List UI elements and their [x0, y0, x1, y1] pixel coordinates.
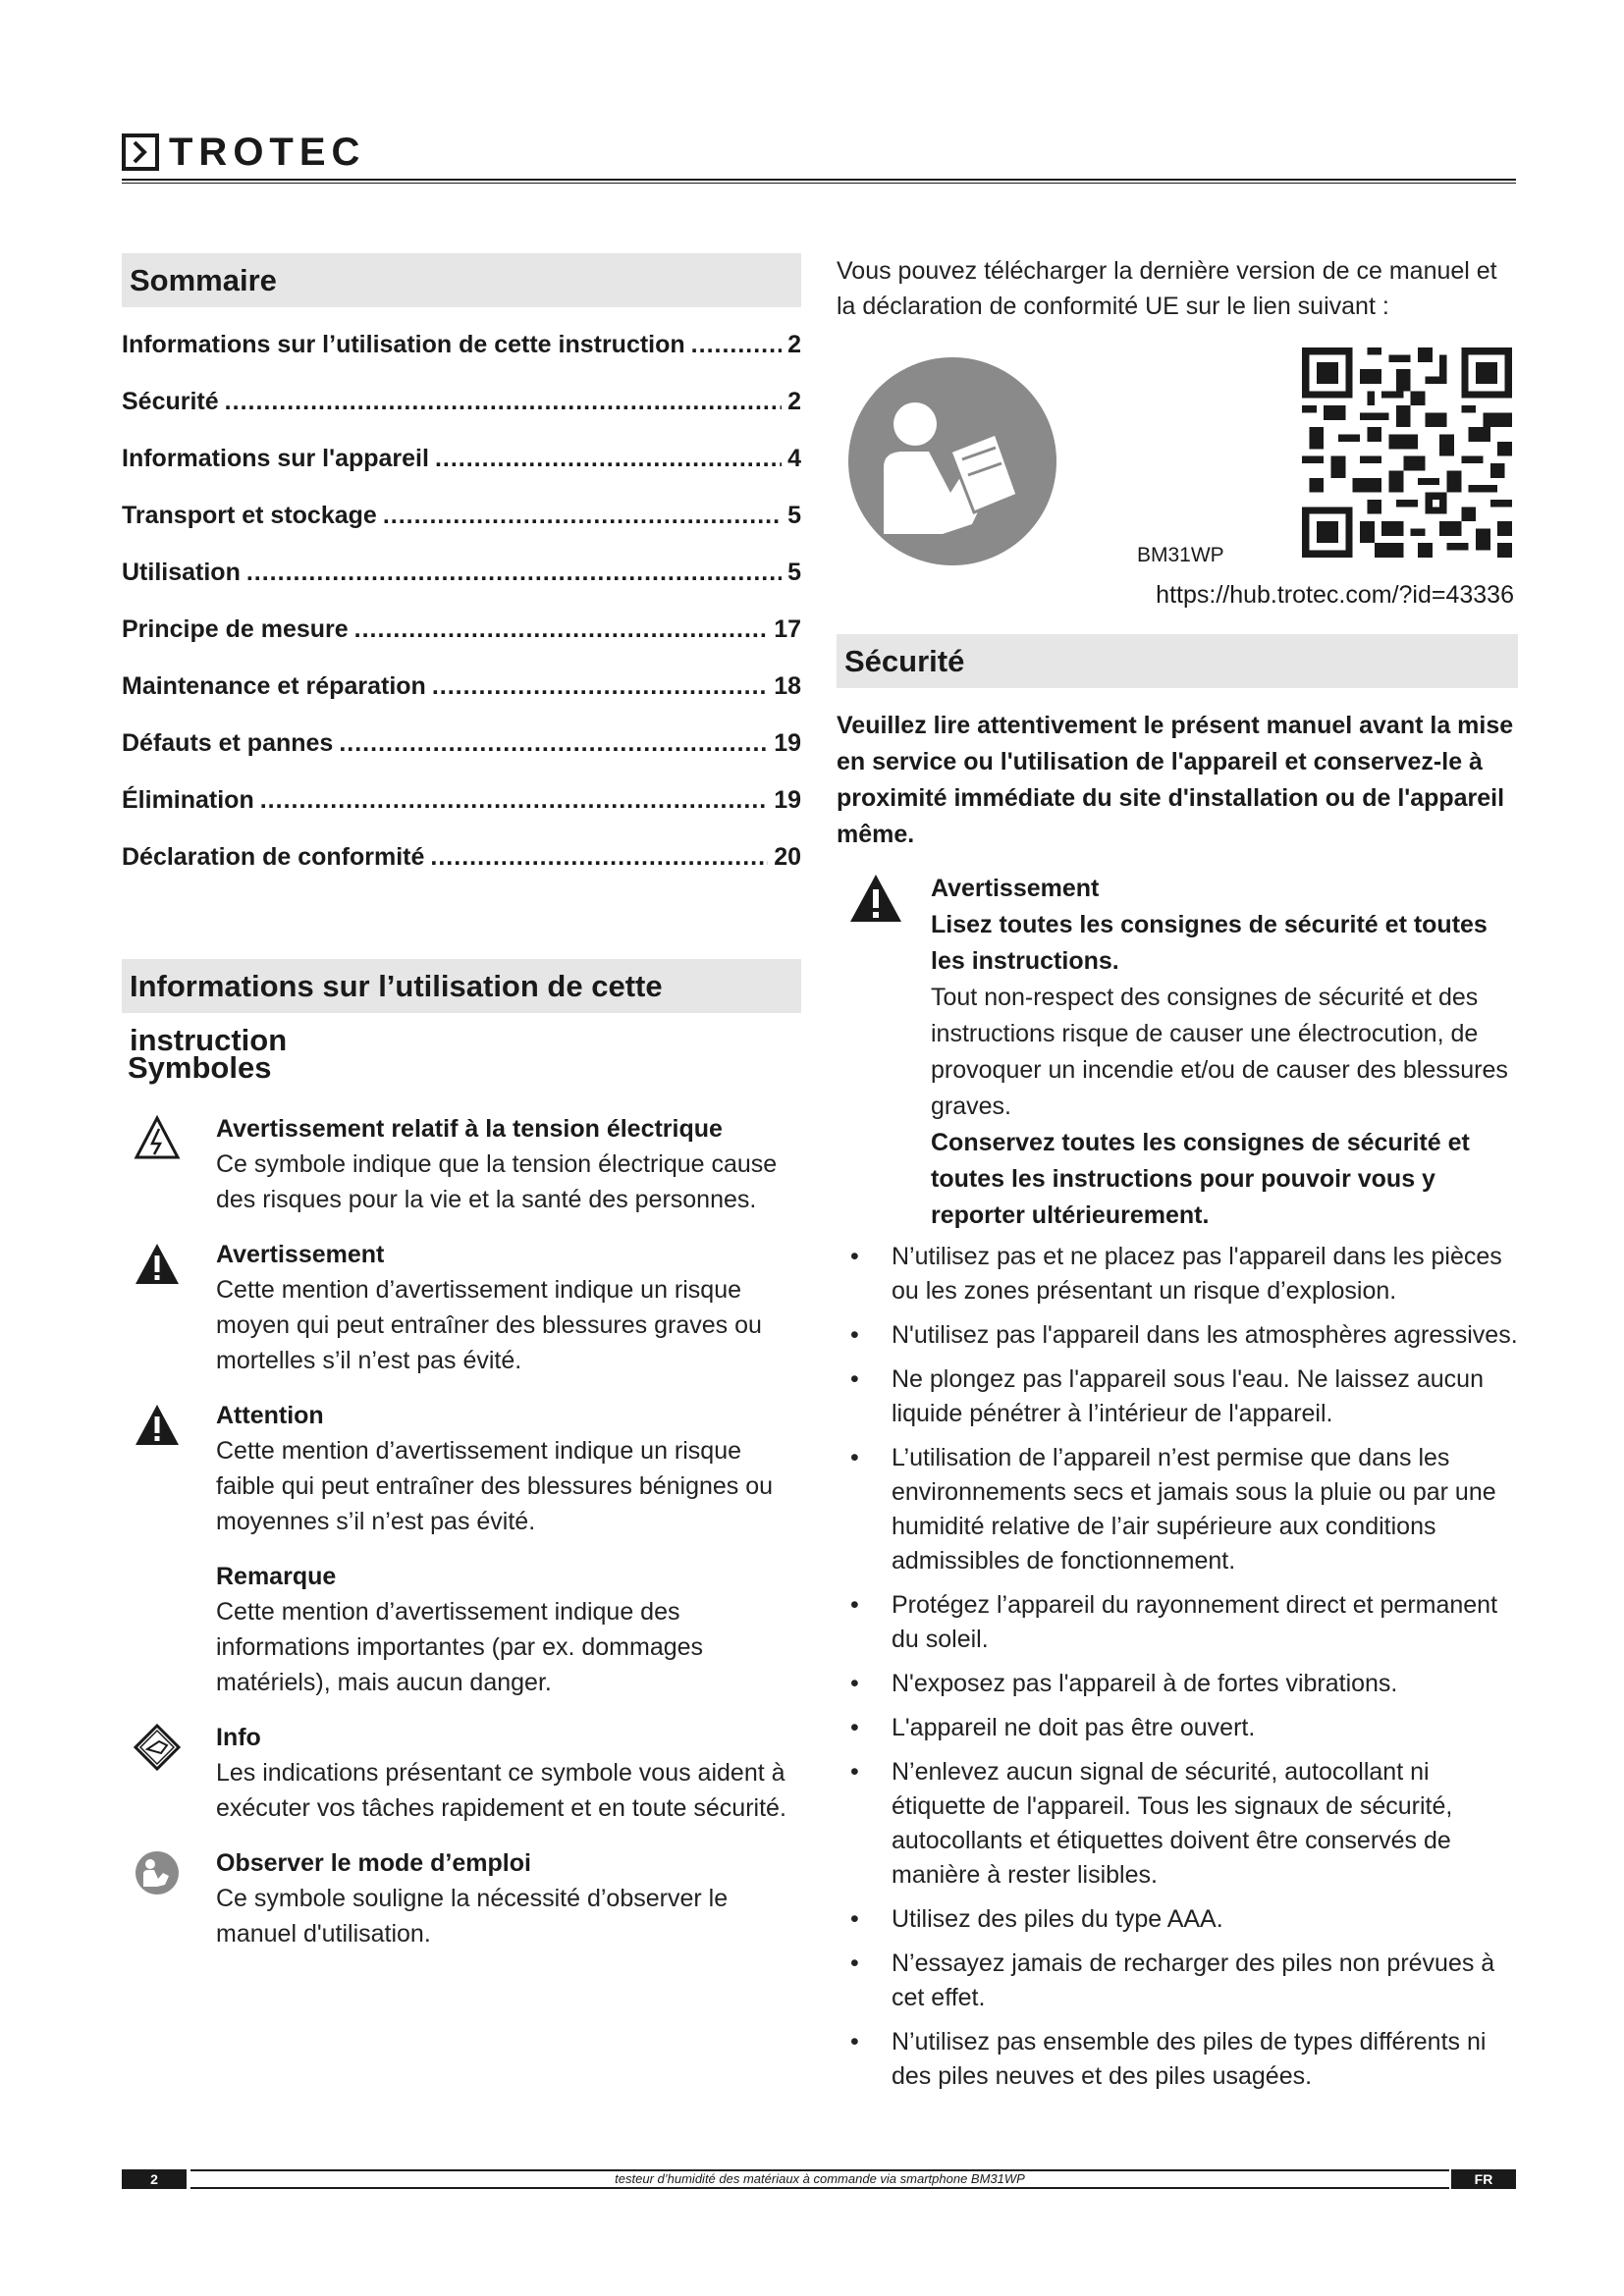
toc-item-page: 2 — [787, 331, 801, 358]
toc-item-page: 4 — [787, 445, 801, 472]
toc-item[interactable] — [122, 559, 801, 615]
toc-item-page: 5 — [787, 502, 801, 529]
symbol-title: Observer le mode d’emploi — [216, 1849, 531, 1877]
electric-warning-icon — [134, 1115, 181, 1162]
download-block — [837, 347, 1518, 632]
download-link[interactable]: https://hub.trotec.com/?id=43336 — [1156, 581, 1514, 609]
table-of-contents — [122, 331, 801, 900]
symbol-entry — [122, 1720, 801, 1826]
toc-leader — [435, 445, 782, 473]
toc-item-title: Maintenance et réparation — [122, 672, 426, 700]
symbol-description: Les indications présentant ce symbole vous aident à exécuter vos tâches rapidement et en toute sécurité. — [216, 1759, 786, 1822]
toc-item-page: 19 — [774, 729, 801, 757]
page-footer — [122, 2169, 1516, 2189]
toc-item-page: 18 — [774, 672, 801, 700]
warning-block — [837, 871, 1518, 1234]
info-heading: Informations sur l’utilisation de cette instruction — [122, 959, 801, 1013]
header-rule — [122, 179, 1516, 181]
symbol-description: Cette mention d’avertissement indique des informations importantes (par ex. dommages matériels), mais aucun danger. — [216, 1598, 704, 1696]
info-icon — [134, 1724, 181, 1771]
toc-item-title: Informations sur l'appareil — [122, 445, 429, 472]
symbol-entry — [122, 1398, 801, 1539]
symbol-title: Info — [216, 1724, 261, 1751]
list-item: • N'exposez pas l'appareil à de fortes vibrations. — [837, 1667, 1518, 1701]
download-intro: Vous pouvez télécharger la dernière version de ce manuel et la déclaration de conformité UE sur le lien suivant : — [837, 257, 1497, 320]
toc-item-title: Utilisation — [122, 559, 241, 586]
toc-leader — [430, 843, 768, 872]
list-item: • L’utilisation de l’appareil n’est permise que dans les environnements secs et jamais sous la pluie ou par une humidité relative de l’air supérieure aux conditions admissibles de fonctionnement. — [837, 1441, 1518, 1578]
warning-title: Avertissement — [931, 875, 1100, 902]
list-item: • Protégez l’appareil du rayonnement direct et permanent du soleil. — [837, 1588, 1518, 1657]
model-label: BM31WP — [1137, 544, 1224, 566]
toc-item-title: Transport et stockage — [122, 502, 377, 529]
symbol-entry — [122, 1845, 801, 1951]
symbol-title: Remarque — [216, 1563, 337, 1590]
warning-icon — [134, 1241, 181, 1288]
manual-icon — [134, 1849, 181, 1896]
header-rule-thin — [122, 183, 1516, 184]
list-item: • Utilisez des piles du type AAA. — [837, 1902, 1518, 1937]
toc-item[interactable] — [122, 331, 801, 388]
symbol-description: Cette mention d’avertissement indique un risque faible qui peut entraîner des blessures bénignes ou moyennes s’il n’est pas évité. — [216, 1437, 774, 1535]
toc-item-title: Informations sur l’utilisation de cette instruction — [122, 331, 685, 358]
safety-heading: Sécurité — [837, 634, 1518, 688]
language-code: FR — [1451, 2169, 1516, 2189]
warning-keep-instructions: Conservez toutes les consignes de sécurité et toutes les instructions pour pouvoir vous y reporter ultérieurement. — [931, 1129, 1470, 1229]
symbol-description: Cette mention d’avertissement indique un risque moyen qui peut entraîner des blessures graves ou mortelles s’il n’est pas évité. — [216, 1276, 762, 1374]
warning-text: Tout non-respect des consignes de sécurité et des instructions risque de causer une électrocution, de provoquer un incendie et/ou de causer des blessures graves. — [931, 984, 1508, 1120]
symbol-description: Ce symbole indique que la tension électrique cause des risques pour la vie et la santé des personnes. — [216, 1150, 778, 1213]
toc-item[interactable] — [122, 729, 801, 786]
toc-leader — [432, 672, 768, 701]
list-item: • N’utilisez pas et ne placez pas l'appareil dans les pièces ou les zones présentant un risque d’explosion. — [837, 1240, 1518, 1308]
read-manual-icon — [848, 357, 1056, 565]
toc-item[interactable] — [122, 786, 801, 843]
left-column — [122, 253, 801, 1951]
symbol-title: Avertissement relatif à la tension électrique — [216, 1115, 723, 1143]
symbol-entry — [122, 1559, 801, 1700]
qr-code[interactable] — [1302, 347, 1512, 558]
list-item: • N'utilisez pas l'appareil dans les atmosphères agressives. — [837, 1318, 1518, 1353]
attention-icon — [134, 1402, 181, 1449]
toc-item-page: 20 — [774, 843, 801, 871]
toc-leader — [691, 331, 782, 359]
logo-chevron-icon — [122, 133, 159, 171]
page-header — [122, 128, 1516, 188]
toc-item-page: 2 — [787, 388, 801, 415]
toc-item[interactable] — [122, 388, 801, 445]
toc-item-title: Principe de mesure — [122, 615, 349, 643]
toc-heading: Sommaire — [122, 253, 801, 307]
safety-lead: Veuillez lire attentivement le présent manuel avant la mise en service ou l'utilisation de l'appareil et conservez-le à proximité immédiate du site d'installation ou de l'appareil même. — [837, 712, 1514, 848]
brand-name: TROTEC — [169, 131, 366, 174]
toc-item-title: Déclaration de conformité — [122, 843, 425, 871]
toc-item[interactable] — [122, 672, 801, 729]
toc-item-title: Défauts et pannes — [122, 729, 334, 757]
toc-item-page: 5 — [787, 559, 801, 586]
right-column — [837, 253, 1518, 2104]
toc-item-title: Élimination — [122, 786, 254, 814]
toc-item[interactable] — [122, 445, 801, 502]
symbol-title: Avertissement — [216, 1241, 385, 1268]
toc-leader — [246, 559, 782, 587]
trotec-logo — [122, 132, 365, 173]
list-item: • Ne plongez pas l'appareil sous l'eau. Ne laissez aucun liquide pénétrer à l’intérieur de l'appareil. — [837, 1362, 1518, 1431]
list-item: • N’enlevez aucun signal de sécurité, autocollant ni étiquette de l'appareil. Tous les signaux de sécurité, autocollants et étiquettes doivent être conservés de manière à rester lisibles. — [837, 1755, 1518, 1893]
symbol-entry — [122, 1111, 801, 1217]
symbols-heading: Symboles — [128, 1050, 272, 1085]
toc-item[interactable] — [122, 843, 801, 900]
page-number: 2 — [122, 2169, 187, 2189]
toc-item-page: 19 — [774, 786, 801, 814]
symbol-entry — [122, 1237, 801, 1378]
toc-leader — [225, 388, 782, 416]
symbol-title: Attention — [216, 1402, 324, 1429]
symbol-description: Ce symbole souligne la nécessité d’observer le manuel d'utilisation. — [216, 1885, 729, 1948]
toc-item[interactable] — [122, 502, 801, 559]
warning-icon — [848, 873, 903, 924]
toc-item-title: Sécurité — [122, 388, 219, 415]
document-title: testeur d’humidité des matériaux à commande via smartphone BM31WP — [190, 2169, 1449, 2189]
safety-list — [837, 1240, 1518, 2094]
toc-item[interactable] — [122, 615, 801, 672]
list-item: • N’essayez jamais de recharger des piles non prévues à cet effet. — [837, 1947, 1518, 2015]
toc-leader — [383, 502, 782, 530]
toc-leader — [260, 786, 768, 815]
toc-item-page: 17 — [774, 615, 801, 643]
list-item: • L'appareil ne doit pas être ouvert. — [837, 1711, 1518, 1745]
toc-leader — [339, 729, 768, 758]
toc-leader — [354, 615, 769, 644]
list-item: • N’utilisez pas ensemble des piles de types différents ni des piles neuves et des piles usagées. — [837, 2025, 1518, 2094]
warning-instruction: Lisez toutes les consignes de sécurité et toutes les instructions. — [931, 911, 1488, 975]
